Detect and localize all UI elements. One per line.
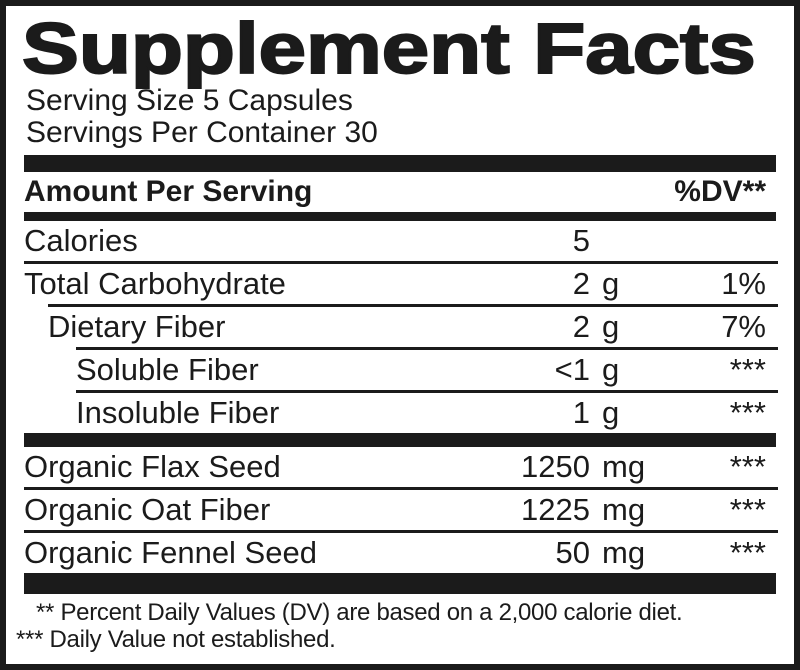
divider-thick-top	[24, 155, 776, 172]
nutrient-amount: 2	[572, 309, 590, 345]
ingredient-amount: 50	[555, 535, 590, 571]
nutrient-name: Dietary Fiber	[48, 309, 226, 345]
footnote-percent-dv: ** Percent Daily Values (DV) are based on a 2,000 calorie diet.	[36, 599, 683, 627]
ingredient-unit: mg	[602, 492, 646, 528]
nutrient-name: Calories	[24, 223, 138, 259]
footnote-not-established: *** Daily Value not established.	[16, 625, 336, 653]
ingredient-dv: ***	[729, 449, 766, 485]
nutrient-dv: 1%	[721, 266, 766, 302]
divider-header	[24, 212, 776, 221]
servings-per-container: Servings Per Container 30	[26, 116, 378, 150]
column-header-row	[22, 172, 778, 212]
ingredient-row-organic-flax-seed	[22, 447, 778, 487]
nutrient-dv: 7%	[721, 309, 766, 345]
amount-per-serving-header: Amount Per Serving	[24, 175, 313, 209]
nutrient-row-insoluble-fiber	[22, 393, 778, 433]
ingredient-row-organic-oat-fiber	[22, 490, 778, 530]
nutrient-row-soluble-fiber	[22, 350, 778, 390]
nutrient-row-calories	[22, 221, 778, 261]
ingredient-amount: 1225	[521, 492, 590, 528]
footnotes	[16, 599, 778, 653]
nutrient-row-dietary-fiber	[22, 307, 778, 347]
nutrient-unit: g	[602, 352, 620, 388]
nutrient-amount: 5	[572, 223, 590, 259]
ingredient-unit: mg	[602, 449, 646, 485]
label-title: Supplement Facts	[22, 10, 756, 89]
nutrient-unit: g	[602, 395, 620, 431]
nutrient-unit: g	[602, 309, 620, 345]
nutrient-unit: g	[602, 266, 620, 302]
serving-size: Serving Size 5 Capsules	[26, 84, 353, 117]
ingredient-name: Organic Fennel Seed	[24, 535, 317, 571]
nutrient-amount: <1	[554, 352, 590, 388]
nutrient-amount: 2	[572, 266, 590, 302]
nutrient-name: Total Carbohydrate	[24, 266, 286, 302]
nutrient-name: Insoluble Fiber	[76, 395, 280, 431]
nutrient-name: Soluble Fiber	[76, 352, 259, 388]
divider-thick-bottom	[24, 573, 776, 594]
percent-dv-header: %DV**	[674, 175, 766, 209]
ingredient-amount: 1250	[521, 449, 590, 485]
nutrient-amount: 1	[572, 395, 590, 431]
ingredient-dv: ***	[729, 535, 766, 571]
ingredient-name: Organic Flax Seed	[24, 449, 281, 485]
nutrient-dv: ***	[729, 395, 766, 431]
ingredient-unit: mg	[602, 535, 646, 571]
ingredient-row-organic-fennel-seed	[22, 533, 778, 573]
nutrient-dv: ***	[729, 352, 766, 388]
divider-section	[24, 433, 776, 447]
nutrient-row-total-carbohydrate	[22, 264, 778, 304]
ingredient-name: Organic Oat Fiber	[24, 492, 271, 528]
ingredient-dv: ***	[729, 492, 766, 528]
